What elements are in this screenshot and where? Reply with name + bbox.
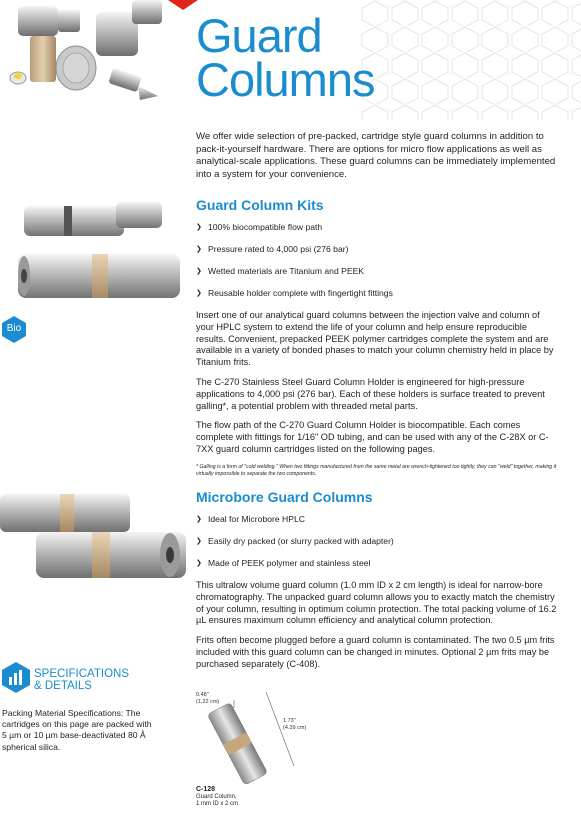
microbore-section: [196, 489, 561, 679]
kits-bullet: ❯ 100% biocompatible flow path: [196, 222, 561, 233]
page-title-line-2: Columns: [196, 53, 375, 106]
specifications-label-line-1: SPECIFICATIONS: [34, 668, 129, 680]
hex-pattern-background: [360, 0, 581, 120]
microbore-paragraph: Frits often become plugged before a guard column is contaminated. The two 0.5 µm frits included with this guard column can be changed in minutes. Optional 2 µm frits may be purchased separately (C-408).: [196, 635, 555, 669]
caption-line-1: Guard Column,: [196, 794, 237, 800]
bio-badge-label: Bio: [6, 323, 22, 334]
microbore-bullet: ❯ Easily dry packed (or slurry packed with adapter): [196, 536, 561, 547]
length-dimension: [283, 718, 306, 731]
microbore-paragraph: This ultralow volume guard column (1.0 mm ID x 2 cm length) is ideal for narrow-bore chromatography. The unpacked guard column allows you to exactly match the chemistry of your column, resulting in optimum column protection. The total packing volume of 16.2 µL ensures maximum column efficiency and analytical column protection.: [196, 580, 557, 626]
length-dimension-cm: (4.39 cm): [283, 724, 307, 731]
width-dimension: [196, 692, 219, 705]
packing-material-text: Packing Material Specifications: The cartridges on this page are packed with 5 µm or 10 µm base-deactivated 80 Å spherical silica.: [2, 708, 152, 752]
kits-bullet: ❯ Reusable holder complete with fingertight fittings: [196, 288, 561, 299]
kits-paragraph: The C-270 Stainless Steel Guard Column Holder is engineered for high-pressure applications to 4,000 psi (276 bar). Each of these holders is surface treated to prevent galling*, a potential problem with threaded metal parts.: [196, 376, 545, 411]
guard-column-parts-image: [0, 0, 170, 105]
page-title: [196, 9, 375, 106]
microbore-bullet-list: [196, 514, 561, 569]
drawing-caption: [196, 786, 238, 808]
specifications-label: [34, 668, 129, 692]
microbore-bullet: ❯ Ideal for Microbore HPLC: [196, 514, 561, 525]
length-dimension-in: 1.73": [283, 718, 296, 724]
specifications-label-line-2: & DETAILS: [34, 680, 92, 692]
microbore-heading: Microbore Guard Columns: [196, 489, 373, 505]
width-dimension-in: 0.48": [196, 692, 209, 698]
kits-bullet: ❯ Pressure rated to 4,000 psi (276 bar): [196, 244, 561, 255]
guard-column-kit-image: [16, 198, 186, 310]
width-dimension-cm: (1.22 cm): [196, 698, 220, 705]
top-tab-marker: [168, 0, 198, 10]
caption-line-2: 1 mm ID x 2 cm: [196, 801, 239, 807]
microbore-bullet: ❯ Made of PEEK polymer and stainless steel: [196, 558, 561, 569]
part-number: C-128: [196, 786, 216, 793]
kits-bullet: ❯ Wetted materials are Titanium and PEEK: [196, 266, 561, 277]
kits-paragraph: Insert one of our analytical guard columns between the injection valve and column of your HPLC system to extend the life of your column and help ensure reproducible results. Convenient, prepacked PEEK polymer cartridges complete the system and are available in a variety of bonded phases to match your column chemistry held in place by Titanium frits.: [196, 310, 554, 368]
microbore-column-image: [0, 480, 190, 590]
kits-bullet-list: [196, 222, 561, 299]
kits-heading: Guard Column Kits: [196, 197, 324, 213]
kits-paragraph: The flow path of the C-270 Guard Column Holder is biocompatible. Each comes complete with fittings for 1/16" OD tubing, and can be used with any of the C-28X or C-7XX guard column cartridges listed on the following pages.: [196, 420, 549, 454]
intro-paragraph: We offer wide selection of pre-packed, cartridge style guard columns in addition to pack-it-yourself hardware. There are options for micro flow applications as well as analytical-scale applications. These guard columns can be immediately implemented into a system for your convenience.: [196, 131, 556, 180]
specifications-icon: [2, 662, 30, 693]
page-title-line-1: Guard: [196, 9, 322, 62]
kits-section: [196, 197, 561, 478]
galling-footnote: * Galling is a form of "cold welding." When two fittings manufactured from the same metal are wrench-tightened too tightly, they can "weld" together, making it virtually impossible to separate the two components.: [196, 463, 557, 477]
